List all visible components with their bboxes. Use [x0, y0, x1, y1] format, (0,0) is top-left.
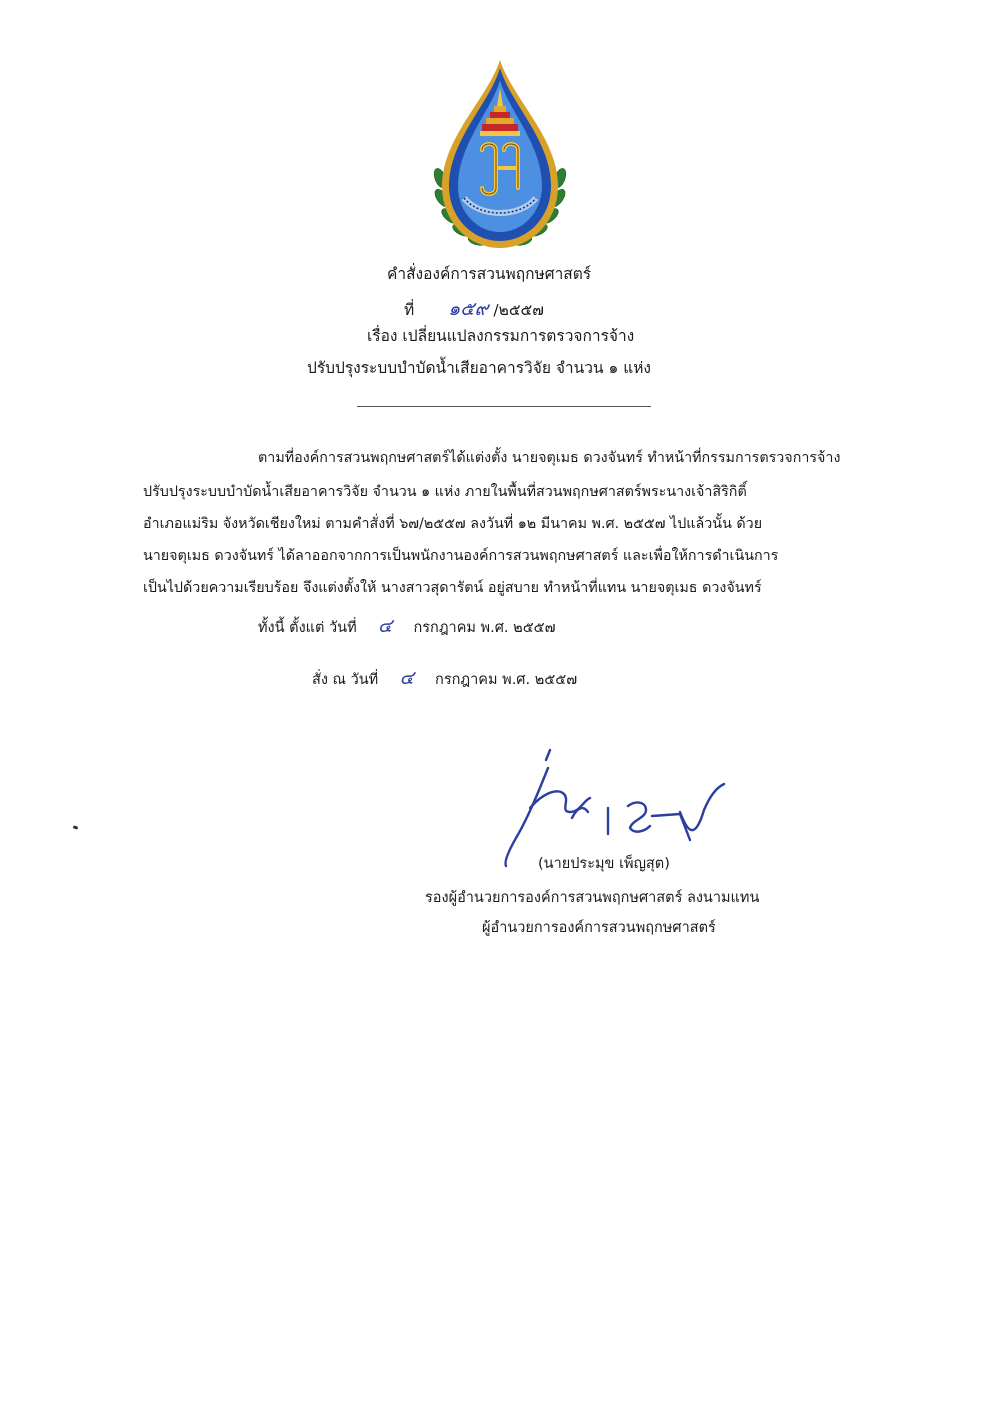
body-paragraph-line: ตามที่องค์การสวนพฤกษศาสตร์ได้แต่งตั้ง นายจตุเมธ ดวงจันทร์ ทำหน้าที่กรรมการตรวจการจ้าง	[258, 450, 841, 466]
effective-day-handwritten: ๔	[377, 615, 393, 637]
effective-date-line	[258, 611, 556, 641]
subject-line-2: ปรับปรุงระบบบำบัดน้ำเสียอาคารวิจัย จำนวน ๑ แห่ง	[307, 359, 652, 377]
order-date-rest: กรกฎาคม พ.ศ. ๒๕๕๗	[435, 672, 578, 688]
header-divider	[357, 406, 651, 407]
order-number	[404, 294, 544, 324]
signatory-position-line-1: รองผู้อำนวยการองค์การสวนพฤกษศาสตร์ ลงนามแทน	[425, 890, 760, 906]
scan-speck	[73, 825, 79, 830]
body-paragraph-line: อำเภอแม่ริม จังหวัดเชียงใหม่ ตามคำสั่งที่ ๖๗/๒๕๕๗ ลงวันที่ ๑๒ มีนาคม พ.ศ. ๒๕๕๗ ไปแล้วนั้น ด้วย	[143, 516, 763, 532]
subject-line-1: เรื่อง เปลี่ยนแปลงกรรมการตรวจการจ้าง	[367, 327, 635, 345]
order-date-prefix: สั่ง ณ วันที่	[312, 672, 379, 688]
order-number-handwritten: ๑๕๙	[448, 298, 489, 320]
body-paragraph-line: เป็นไปด้วยความเรียบร้อย จึงแต่งตั้งให้ นางสาวสุดารัตน์ อยู่สบาย ทำหน้าที่แทน นายจตุเมธ ดวงจันทร์	[143, 580, 762, 596]
body-paragraph-line: นายจตุเมธ ดวงจันทร์ ได้ลาออกจากการเป็นพนักงานองค์การสวนพฤกษศาสตร์ และเพื่อให้การดำเนินการ	[143, 548, 779, 564]
order-number-label: ที่	[404, 301, 415, 319]
order-date-line	[312, 663, 577, 693]
order-day-handwritten: ๔	[399, 667, 414, 689]
order-number-year: /๒๕๕๗	[493, 301, 544, 319]
effective-date-prefix: ทั้งนี้ ตั้งแต่ วันที่	[258, 620, 357, 636]
order-title: คำสั่งองค์การสวนพฤกษศาสตร์	[387, 265, 592, 283]
signatory-position-line-2: ผู้อำนวยการองค์การสวนพฤกษศาสตร์	[482, 920, 716, 936]
body-paragraph-line: ปรับปรุงระบบบำบัดน้ำเสียอาคารวิจัย จำนวน ๑ แห่ง ภายในพื้นที่สวนพฤกษศาสตร์พระนางเจ้าสิริกิติ์	[143, 484, 747, 500]
effective-date-rest: กรกฎาคม พ.ศ. ๒๕๕๗	[413, 620, 556, 636]
signatory-name: (นายประมุข เพ็ญสุต)	[538, 856, 670, 872]
organization-logo	[430, 58, 570, 254]
